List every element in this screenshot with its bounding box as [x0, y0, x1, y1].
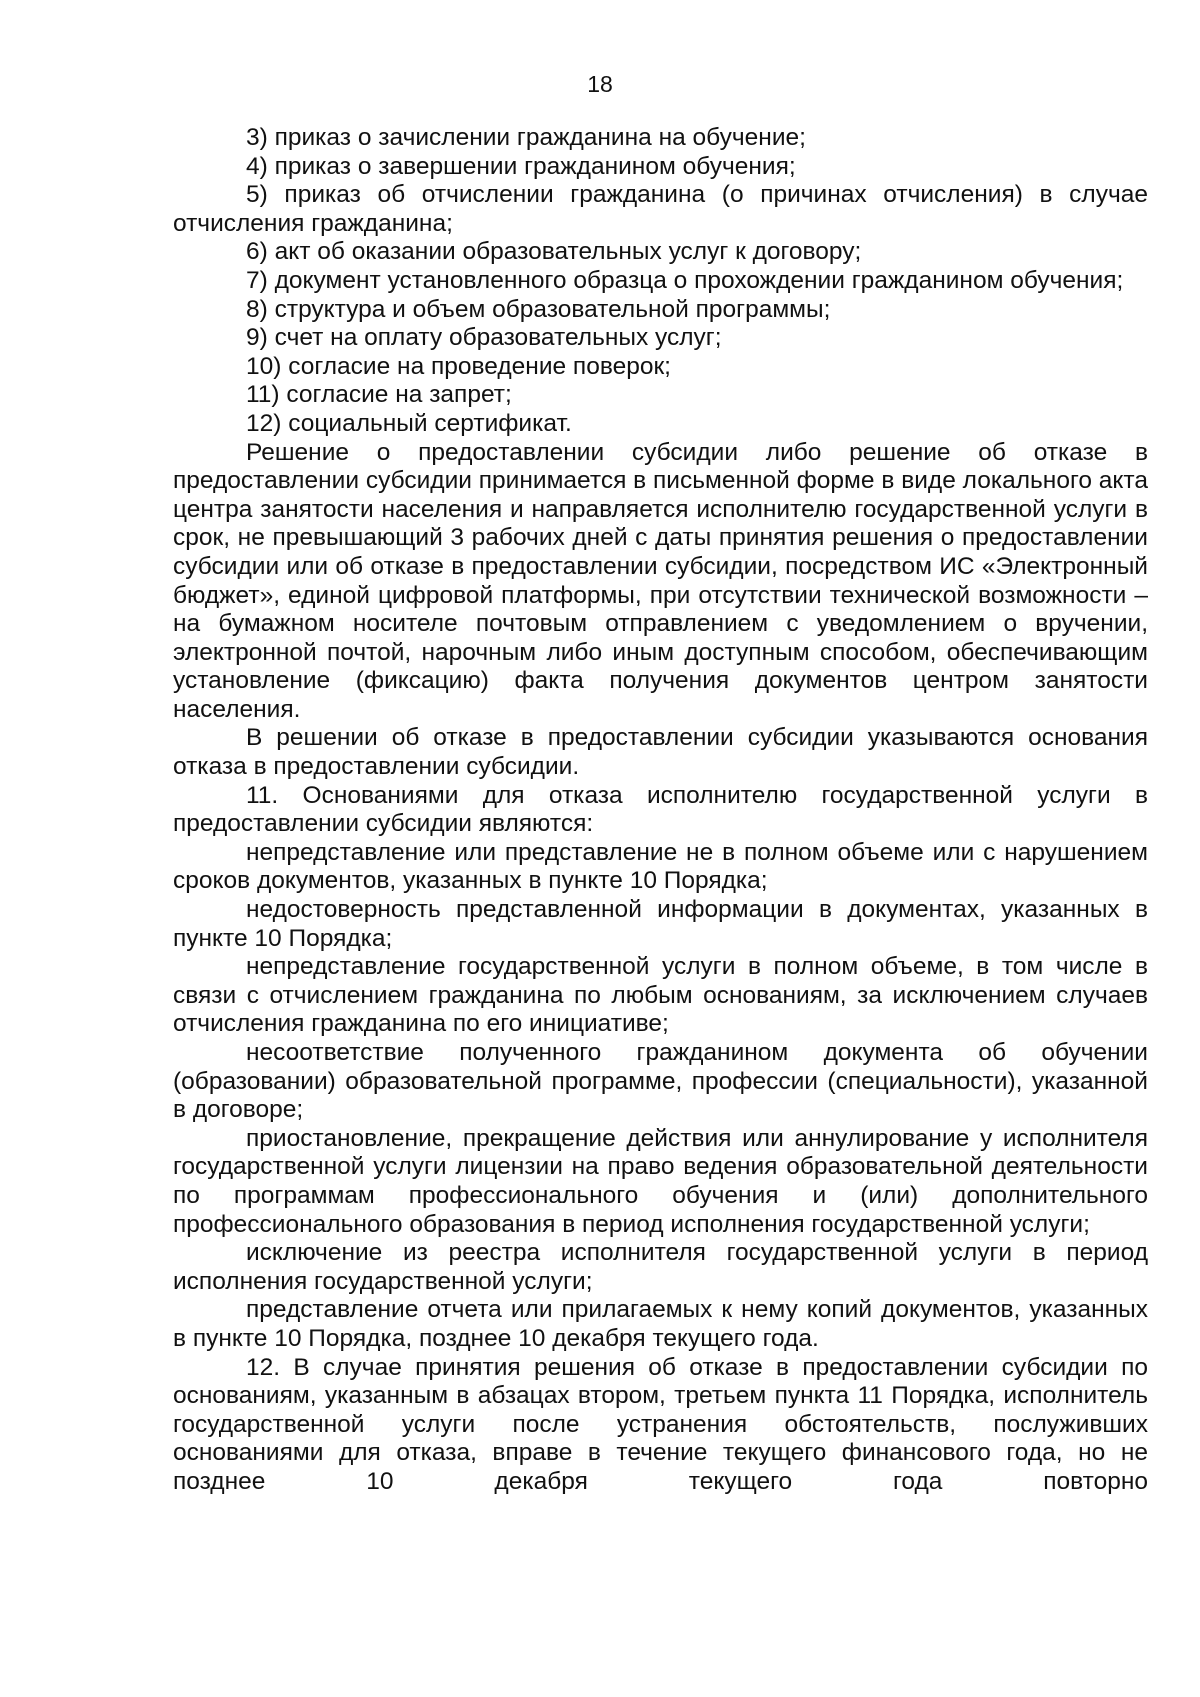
list-item: 4) приказ о завершении гражданином обучения; [246, 152, 796, 180]
list-item: 9) счет на оплату образовательных услуг; [246, 324, 722, 352]
paragraph: непредставление или представление не в полном объеме или с нарушением сроков документов, указанных в пункте 10 Порядка; [173, 838, 1148, 895]
page-number: 18 [587, 71, 613, 97]
list-item: 3) приказ о зачислении гражданина на обучение; [246, 124, 806, 151]
paragraph: В решении об отказе в предоставлении субсидии указываются основания отказа в предоставлении субсидии. [173, 724, 1148, 781]
list-item: 6) акт об оказании образовательных услуг к договору; [246, 238, 862, 266]
paragraph: 12. В случае принятия решения об отказе в предоставлении субсидии по основаниям, указанным в абзацах втором, третьем пункта 11 Порядка, исполнитель государственной услуги после устранения обстоятельств, послуживших основаниями для отказа, вправе в течение текущего финансового года, но не позднее 10 декабря текущего года повторно [173, 1353, 1148, 1495]
list-item: 12) социальный сертификат. [246, 409, 572, 437]
list-item: 10) согласие на проведение поверок; [246, 352, 671, 380]
list-item: 5) приказ об отчислении гражданина (о причинах отчисления) в случае отчисления гражданина; [173, 181, 1148, 237]
paragraph: несоответствие полученного гражданином документа об обучении (образовании) образовательной программе, профессии (специальности), указанной в договоре; [173, 1039, 1148, 1124]
paragraph: непредставление государственной услуги в полном объеме, в том числе в связи с отчислением гражданина по любым основаниям, за исключением случаев отчисления гражданина по его инициативе; [173, 953, 1148, 1038]
paragraph: недостоверность представленной информации в документах, указанных в пункте 10 Порядка; [173, 896, 1148, 952]
paragraph: представление отчета или прилагаемых к нему копий документов, указанных в пункте 10 Порядка, позднее 10 декабря текущего года. [173, 1296, 1148, 1352]
document-body [173, 124, 1148, 1497]
list-item: 7) документ установленного образца о прохождении гражданином обучения; [246, 266, 1124, 294]
paragraph: приостановление, прекращение действия или аннулирование у исполнителя государственной услуги лицензии на право ведения образовательной деятельности по программам профессионального обучения и (или) дополнительного профессионального образования в период исполнения государственной услуги; [173, 1124, 1148, 1238]
list-item: 11) согласие на запрет; [246, 381, 512, 409]
paragraph: исключение из реестра исполнителя государственной услуги в период исполнения государственной услуги; [173, 1239, 1148, 1295]
paragraph: Решение о предоставлении субсидии либо решение об отказе в предоставлении субсидии принимается в письменной форме в виде локального акта центра занятости населения и направляется исполнителю государственной услуги в срок, не превышающий 3 рабочих дней с даты принятия решения о предоставлении субсидии или об отказе в предоставлении субсидии, посредством ИС «Электронный бюджет», единой цифровой платформы, при отсутствии технической возможности – на бумажном носителе почтовым отправлением с уведомлением о вручении, электронной почтой, нарочным либо иным доступным способом, обеспечивающим установление (фиксацию) факта получения документов центром занятости населения. [173, 438, 1148, 723]
list-item: 8) структура и объем образовательной программы; [246, 295, 831, 323]
clause-heading: 11. Основаниями для отказа исполнителю государственной услуги в предоставлении субсидии являются: [173, 781, 1148, 838]
